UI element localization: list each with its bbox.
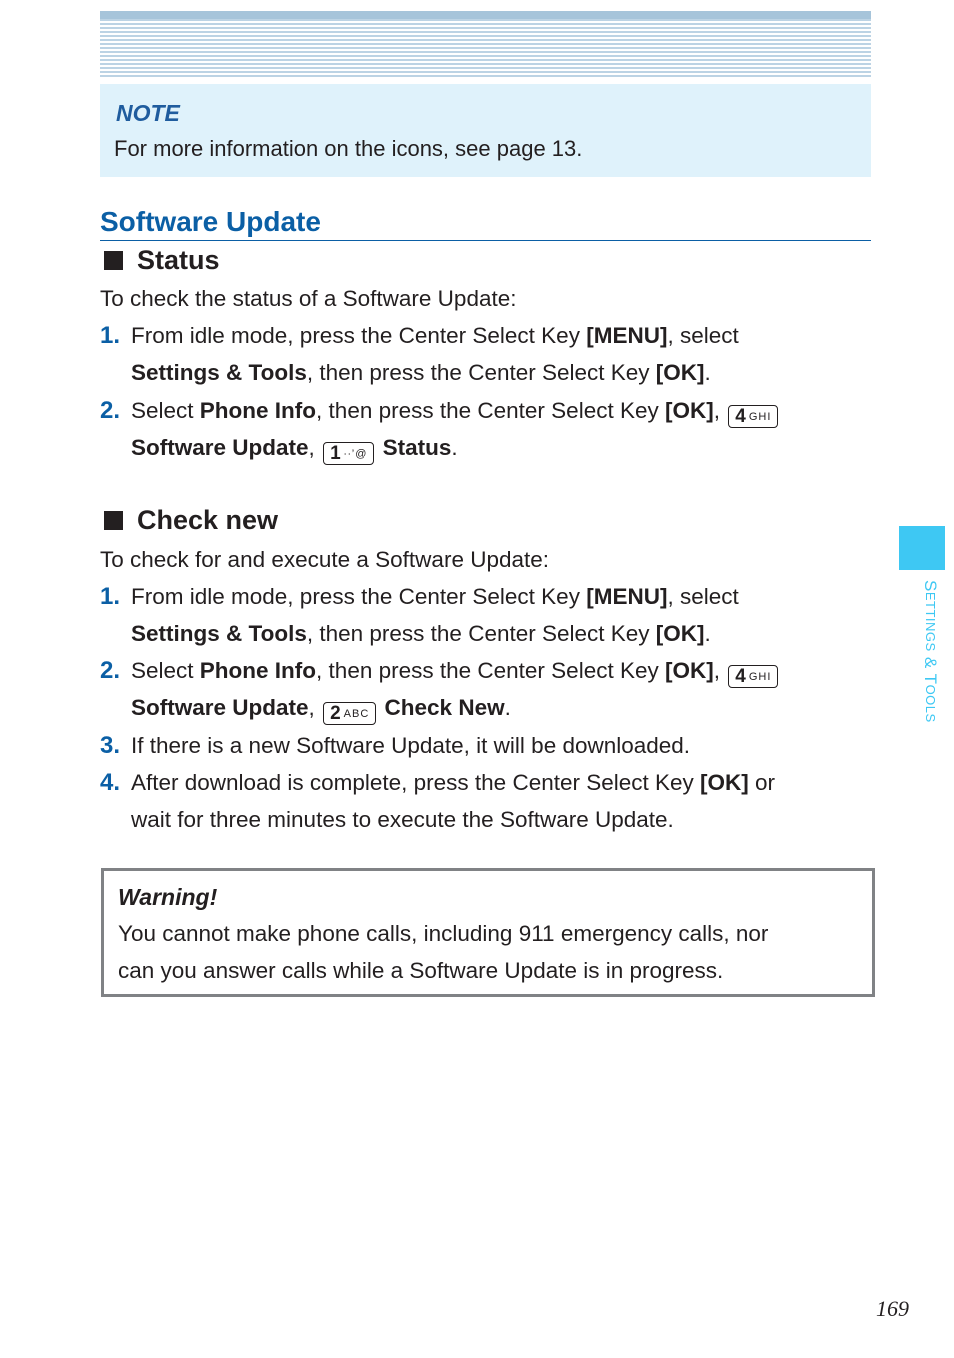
note-body: For more information on the icons, see page 13. [114,136,583,161]
status-step-1-number: 1. [100,322,121,349]
status-step-2-number: 2. [100,397,121,424]
check-step-3-line-1: If there is a new Software Update, it will be downloaded. [131,733,691,758]
key-1-icon: 1 ∙∙’@ [323,442,374,465]
warning-title: Warning! [118,884,218,910]
check-step-1-line-2: Settings & Tools, then press the Center Select Key [OK]. [131,621,711,646]
note-title: NOTE [116,100,180,126]
side-tab [899,526,945,570]
section-title: Software Update [100,204,871,241]
check-new-heading-text: Check new [137,505,279,535]
status-step-2-line-1: Select Phone Info, then press the Center Select Key [OK], 4 GHI [131,396,780,428]
status-step-1-line-2: Settings & Tools, then press the Center Select Key [OK]. [131,360,711,385]
check-step-4-line-1: After download is complete, press the Center Select Key [OK] or [131,770,776,795]
check-step-1-line-1: From idle mode, press the Center Select Key [MENU], select [131,584,739,609]
page-number: 169 [876,1296,909,1321]
check-step-1-number: 1. [100,583,121,610]
status-heading-text: Status [137,245,220,275]
check-step-2-line-2: Software Update, 2 ABC Check New. [131,695,511,724]
check-new-heading [104,503,278,537]
status-intro: To check the status of a Software Update: [100,286,517,311]
warning-body: You cannot make phone calls, including 911 emergency calls, nor can you answer calls while a Software Update is in progress. [118,921,769,983]
check-step-4-number: 4. [100,769,121,796]
check-step-3-number: 3. [100,732,121,759]
header-band [100,11,871,77]
warning-box [101,868,875,997]
key-4-icon: 4 GHI [728,405,778,428]
side-section-label: SETTINGS & TOOLS [921,580,940,723]
check-step-2-number: 2. [100,657,121,684]
status-heading [104,243,220,277]
square-bullet-icon [104,511,123,530]
status-step-1-line-1: From idle mode, press the Center Select Key [MENU], select [131,323,739,348]
check-step-2-line-1: Select Phone Info, then press the Center Select Key [OK], 4 GHI [131,656,780,688]
status-step-2-line-2: Software Update, 1 ∙∙’@ Status. [131,435,458,464]
check-step-4-line-2: wait for three minutes to execute the Software Update. [131,807,674,832]
check-new-intro: To check for and execute a Software Update: [100,547,550,572]
square-bullet-icon [104,251,123,270]
key-4-icon: 4 GHI [728,665,778,688]
note-box [100,84,871,177]
key-2-icon: 2 ABC [323,702,376,725]
